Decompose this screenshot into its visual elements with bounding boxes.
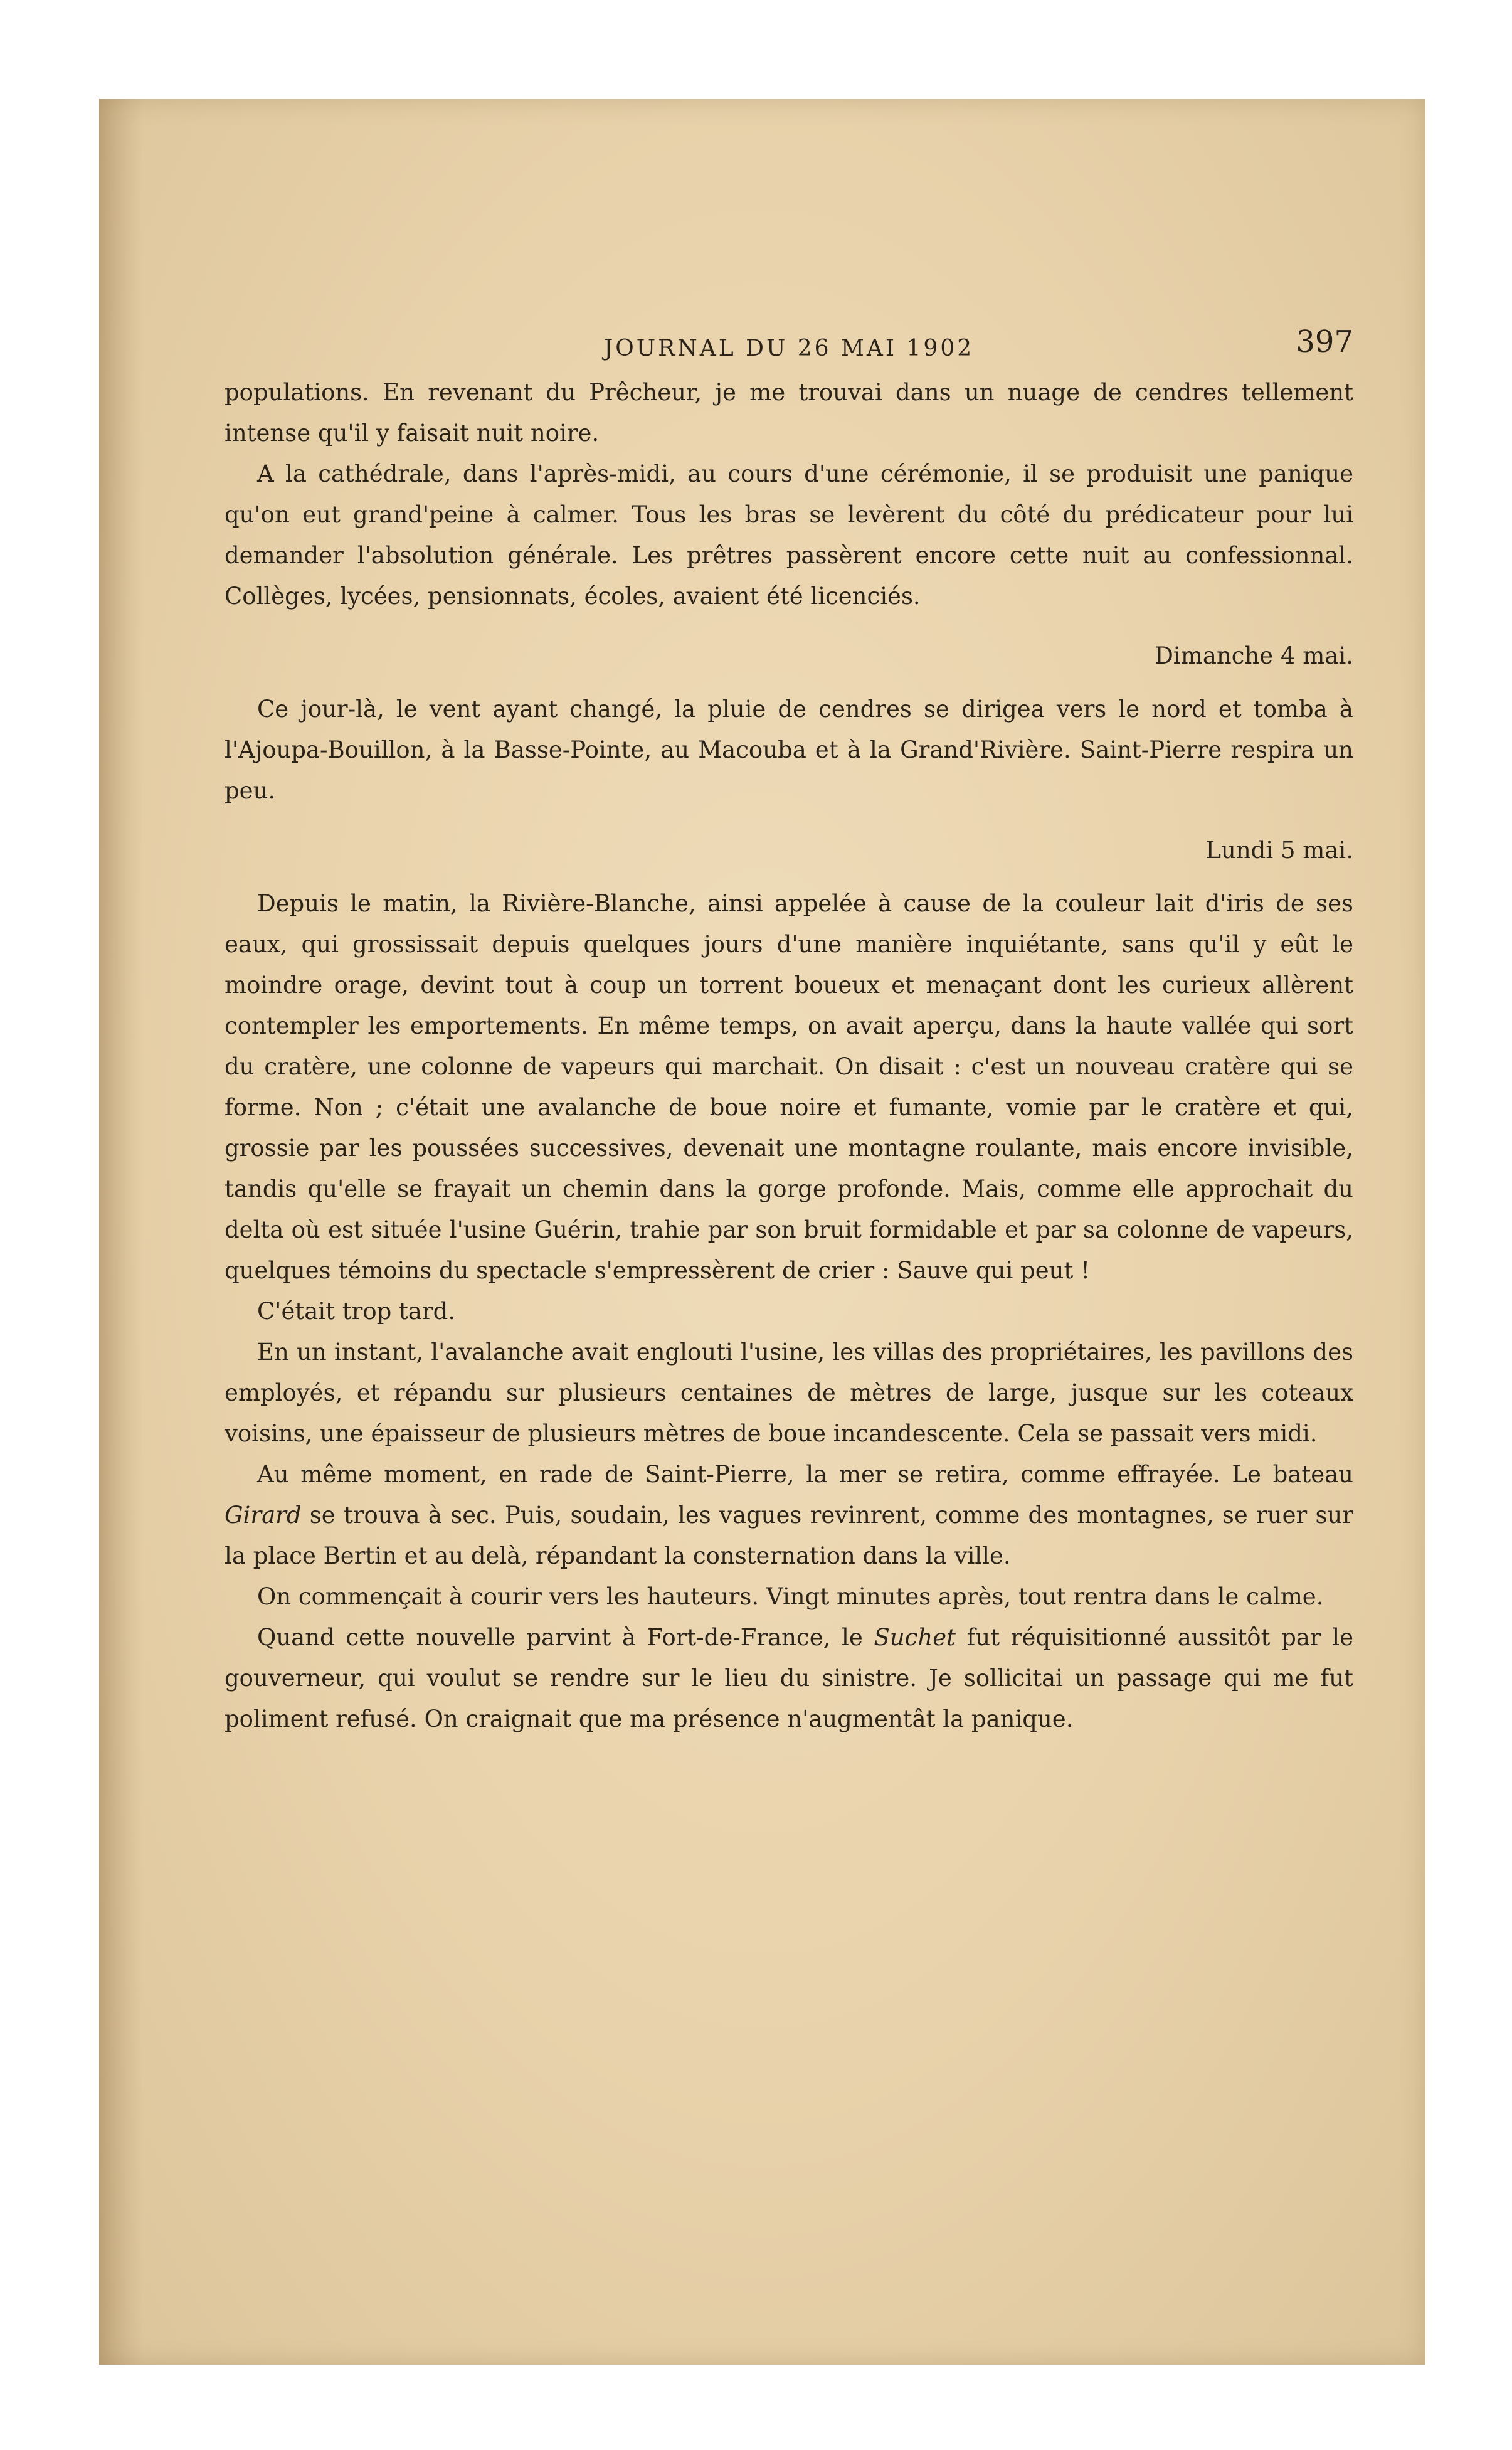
scanned-page xyxy=(99,99,1425,2365)
paragraph-riviere-blanche: Depuis le matin, la Rivière-Blanche, ainsi appelée à cause de la couleur lait d'iris de ses eaux, qui grossissait depuis quelques jours d'une manière inquiétante, sans qu'il y eût le moindre orage, devint tout à coup un torrent boueux et menaçant dont les curieux allèrent contempler les emportements. En même temps, on avait aperçu, dans la haute vallée qui sort du cratère, une colonne de vapeurs qui marchait. On disait : c'est un nouveau cratère qui se forme. Non ; c'était une avalanche de boue noire et fumante, vomie par le cratère et qui, grossie par les poussées successives, devenait une montagne roulante, mais encore invisible, tandis qu'elle se frayait un chemin dans la gorge profonde. Mais, comme elle approchait du delta où est située l'usine Guérin, trahie par son bruit formidable et par sa colonne de vapeurs, quelques témoins du spectacle s'empressèrent de crier : Sauve qui peut ! xyxy=(225,890,1353,1284)
girard-text-after: se trouva à sec. Puis, soudain, les vagues revinrent, comme des montagnes, se ruer sur la place Bertin et au delà, répandant la consternation dans la ville. xyxy=(225,1502,1353,1569)
running-head-title: JOURNAL DU 26 MAI 1902 xyxy=(603,336,975,361)
date-heading-monday: Lundi 5 mai. xyxy=(1205,837,1353,864)
paragraph-girard xyxy=(225,1454,1353,1576)
ship-name-girard: Girard xyxy=(225,1502,302,1529)
text-column xyxy=(225,322,1353,1739)
paragraph-trop-tard: C'était trop tard. xyxy=(257,1298,456,1325)
paragraph-avalanche: En un instant, l'avalanche avait englouti l'usine, les villas des propriétaires, les pavillons des employés, et répandu sur plusieurs centaines de mètres de large, jusque sur les coteaux voisins, une épaisseur de plusieurs mètres de boue incandescente. Cela se passait vers midi. xyxy=(225,1339,1353,1447)
suchet-text-before: Quand cette nouvelle parvint à Fort-de-France, le xyxy=(257,1624,874,1651)
girard-text-before: Au même moment, en rade de Saint-Pierre, la mer se retira, comme effrayée. Le bateau xyxy=(257,1461,1353,1488)
date-heading-sunday: Dimanche 4 mai. xyxy=(1155,642,1353,669)
paragraph-suchet xyxy=(225,1617,1353,1739)
paragraph-hauteurs: On commençait à courir vers les hauteurs. Vingt minutes après, tout rentra dans le calme. xyxy=(257,1583,1324,1610)
paragraph-populations: populations. En revenant du Prêcheur, je me trouvai dans un nuage de cendres tellement intense qu'il y faisait nuit noire. xyxy=(225,379,1353,447)
page-number: 397 xyxy=(1296,324,1353,359)
suchet-text-after: fut réquisitionné aussitôt par le gouverneur, qui voulut se rendre sur le lieu du sinistre. Je sollicitai un passage qui me fut poliment refusé. On craignait que ma présence n'augmentât la panique. xyxy=(225,1624,1353,1732)
paragraph-sunday: Ce jour-là, le vent ayant changé, la pluie de cendres se dirigea vers le nord et tomba à l'Ajoupa-Bouillon, à la Basse-Pointe, au Macouba et à la Grand'Rivière. Saint-Pierre respira un peu. xyxy=(225,696,1353,804)
running-head xyxy=(225,322,1353,372)
page-shadow-edge xyxy=(99,99,143,2365)
ship-name-suchet: Suchet xyxy=(874,1624,956,1651)
paragraph-cathedrale: A la cathédrale, dans l'après-midi, au cours d'une cérémonie, il se produisit une panique qu'on eut grand'peine à calmer. Tous les bras se levèrent du côté du prédicateur pour lui demander l'absolution générale. Les prêtres passèrent encore cette nuit au confessionnal. Collèges, lycées, pensionnats, écoles, avaient été licenciés. xyxy=(225,460,1353,610)
